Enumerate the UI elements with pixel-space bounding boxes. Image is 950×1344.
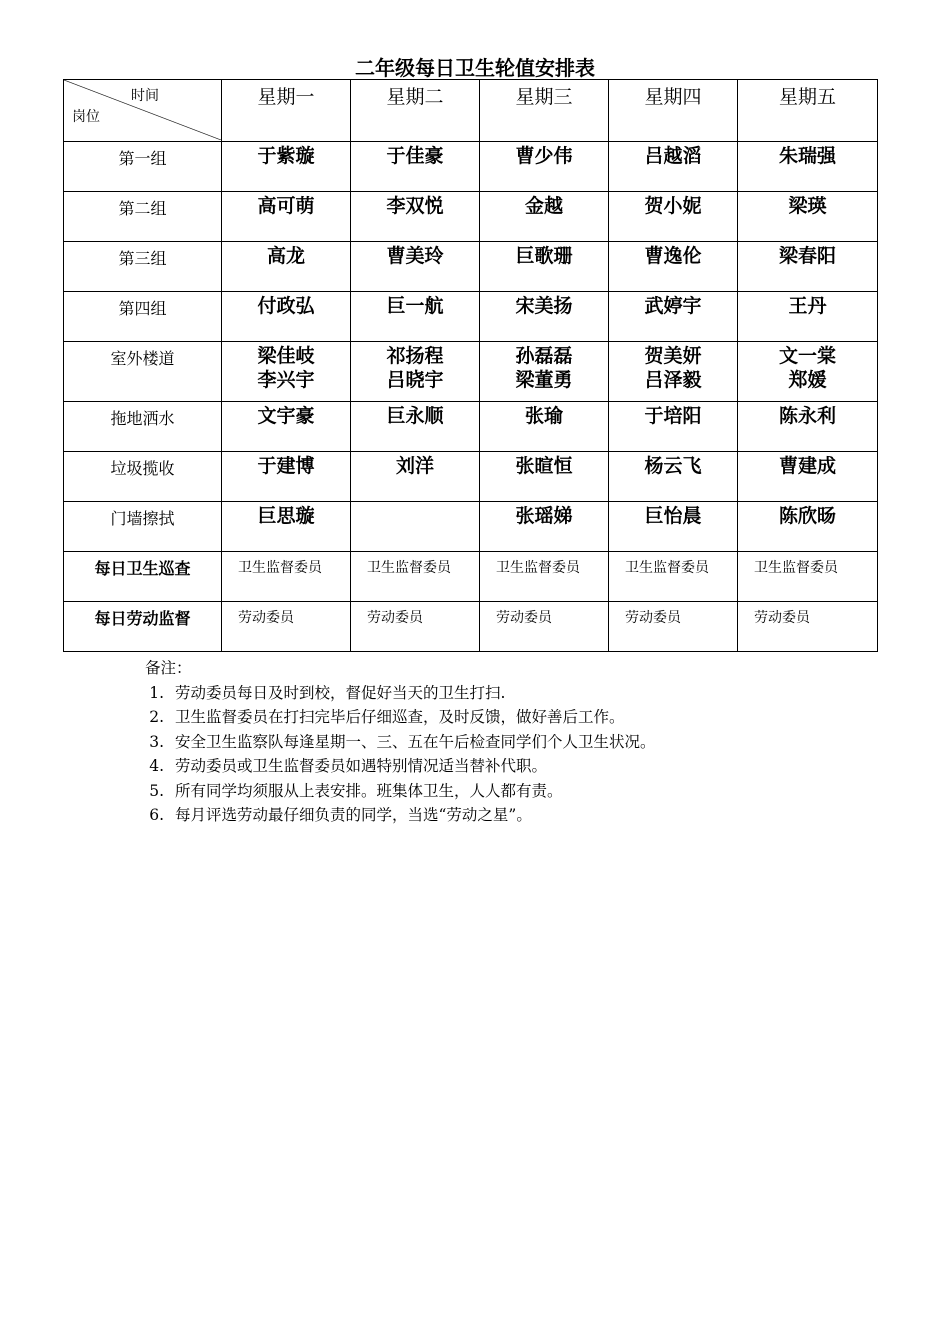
duty-cell: 梁瑛: [738, 192, 878, 242]
duty-cell: 吕越滔: [609, 142, 738, 192]
duty-cell: 巨怡晨: [609, 502, 738, 552]
duty-cell: 巨一航: [351, 292, 480, 342]
student-name: 梁佳岐: [257, 345, 315, 367]
duty-cell: 于紫璇: [222, 142, 351, 192]
day-header-wed: 星期三: [480, 80, 609, 142]
day-header-thu: 星期四: [609, 80, 738, 142]
corner-cell: [64, 80, 222, 142]
notes-heading: 备注：: [145, 659, 192, 677]
duty-cell: 卫生监督委员: [609, 552, 738, 602]
duty-cell: 巨思璇: [222, 502, 351, 552]
duty-cell: 梁春阳: [738, 242, 878, 292]
table-row: [64, 242, 878, 292]
table-row: [64, 402, 878, 452]
student-name: 李兴宇: [257, 369, 315, 391]
duty-cell: 高龙: [222, 242, 351, 292]
student-name: 孙磊磊: [515, 345, 573, 367]
duty-cell: 杨云飞: [609, 452, 738, 502]
header-row: [64, 80, 878, 142]
duty-cell: [351, 342, 480, 402]
duty-cell: 张瑶娣: [480, 502, 609, 552]
role-cell: 拖地洒水: [64, 402, 222, 452]
role-cell: 第二组: [64, 192, 222, 242]
duty-cell: 于培阳: [609, 402, 738, 452]
student-name: 郑媛: [788, 369, 827, 391]
post-label: 岗位: [72, 109, 100, 125]
note-item: 1. 劳动委员每日及时到校，督促好当天的卫生打扫.: [169, 681, 656, 706]
duty-cell: 张暄恒: [480, 452, 609, 502]
duty-cell: 武婷宇: [609, 292, 738, 342]
role-cell: 每日卫生巡查: [64, 552, 222, 602]
note-item: 5. 所有同学均须服从上表安排。班集体卫生，人人都有责。: [169, 779, 656, 804]
duty-cell: 卫生监督委员: [738, 552, 878, 602]
duty-cell: 卫生监督委员: [222, 552, 351, 602]
duty-cell: 劳动委员: [738, 602, 878, 652]
note-item: 4. 劳动委员或卫生监督委员如遇特别情况适当替补代职。: [169, 754, 656, 779]
duty-cell: 刘洋: [351, 452, 480, 502]
role-cell: 门墙擦拭: [64, 502, 222, 552]
table-row: [64, 552, 878, 602]
table-row: [64, 602, 878, 652]
role-cell: 室外楼道: [64, 342, 222, 402]
time-label: 时间: [131, 88, 159, 104]
duty-cell: 劳动委员: [609, 602, 738, 652]
duty-cell: 巨永顺: [351, 402, 480, 452]
duty-cell: 李双悦: [351, 192, 480, 242]
duty-cell: 曹美玲: [351, 242, 480, 292]
duty-cell: 王丹: [738, 292, 878, 342]
role-cell: 第四组: [64, 292, 222, 342]
duty-cell: 巨歌珊: [480, 242, 609, 292]
duty-cell: [222, 342, 351, 402]
duty-cell: [738, 342, 878, 402]
duty-cell: 卫生监督委员: [480, 552, 609, 602]
day-header-fri: 星期五: [738, 80, 878, 142]
table-row: [64, 502, 878, 552]
duty-cell: 于佳豪: [351, 142, 480, 192]
note-item: 6. 每月评选劳动最仔细负责的同学，当选“劳动之星”。: [169, 803, 656, 828]
duty-cell: 曹少伟: [480, 142, 609, 192]
student-name: 祁扬程: [386, 345, 444, 367]
table-row: [64, 192, 878, 242]
duty-cell: [351, 502, 480, 552]
duty-cell: 曹建成: [738, 452, 878, 502]
duty-cell: 曹逸伦: [609, 242, 738, 292]
table-row: [64, 452, 878, 502]
duty-cell: 朱瑞强: [738, 142, 878, 192]
duty-cell: 张瑜: [480, 402, 609, 452]
day-header-tue: 星期二: [351, 80, 480, 142]
student-name: 文一棠: [778, 345, 836, 367]
duty-cell: [480, 342, 609, 402]
student-name: 吕晓宇: [386, 369, 444, 391]
duty-cell: [609, 342, 738, 402]
table-row: [64, 142, 878, 192]
page-title: 二年级每日卫生轮值安排表: [355, 56, 595, 80]
role-cell: 第三组: [64, 242, 222, 292]
note-item: 3. 安全卫生监察队每逢星期一、三、五在午后检查同学们个人卫生状况。: [169, 730, 656, 755]
table-row: [64, 292, 878, 342]
duty-cell: 宋美扬: [480, 292, 609, 342]
duty-schedule-table: [63, 79, 878, 652]
duty-cell: 高可萌: [222, 192, 351, 242]
role-cell: 垃圾揽收: [64, 452, 222, 502]
duty-cell: 劳动委员: [351, 602, 480, 652]
duty-cell: 卫生监督委员: [351, 552, 480, 602]
notes-section: [145, 656, 656, 828]
role-cell: 每日劳动监督: [64, 602, 222, 652]
duty-cell: 劳动委员: [222, 602, 351, 652]
duty-cell: 付政弘: [222, 292, 351, 342]
table-row: [64, 342, 878, 402]
duty-cell: 金越: [480, 192, 609, 242]
duty-cell: 文宇豪: [222, 402, 351, 452]
duty-cell: 陈欣旸: [738, 502, 878, 552]
note-item: 2. 卫生监督委员在打扫完毕后仔细巡查，及时反馈，做好善后工作。: [169, 705, 656, 730]
role-cell: 第一组: [64, 142, 222, 192]
day-header-mon: 星期一: [222, 80, 351, 142]
notes-list: [145, 681, 656, 828]
duty-cell: 劳动委员: [480, 602, 609, 652]
student-name: 贺美妍: [644, 345, 702, 367]
student-name: 吕泽毅: [644, 369, 702, 391]
duty-cell: 贺小妮: [609, 192, 738, 242]
duty-cell: 于建博: [222, 452, 351, 502]
duty-cell: 陈永利: [738, 402, 878, 452]
student-name: 梁董勇: [515, 369, 573, 391]
